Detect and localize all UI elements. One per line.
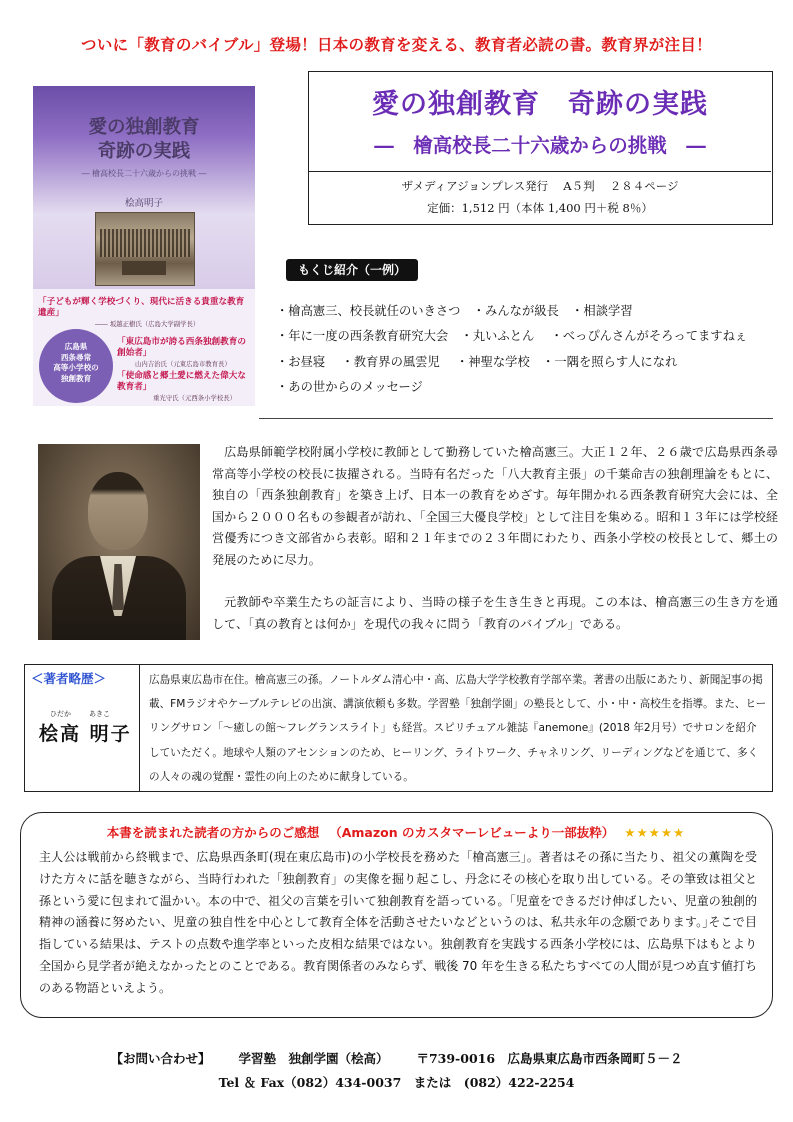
cover-author: 桧高明子 [124,198,163,209]
cover-endorsement-band [33,289,255,406]
price-info: 定価：1,512 円（本体 1,400 円＋税 8％） [427,201,653,215]
review-text: 主人公は戦前から終戦まで、広島県西条町(現在東広島市)の小学校長を務めた「檜高憲三」。著者はその孫に当たり、祖父の薫陶を受けた方々に話を聴きながら、当時行われた「独創教育」の実像を掘り起こし、丹念にその核心を取り出している。その筆致は祖父と孫という愛に包まれて温かい。本の中で、祖父の言葉を引いて独創教育を語っている。｢児童をできるだけ伸ばしたい、児童の独創的精神の涵養に努めたい、児童の独自性を中心として教育全体を活動させたいなどというのは、私共永年の念願であります。｣そこで目指している結果は、テストの点数や進学率といった皮相な結果ではない。独創教育を実践する西条小学校には、広島県下はもとより全国から見学者が絶えなかったとのことである。教育関係者のみならず、戦後 70 年を生きる私たちすべての人間が見つめ直す値打ちのある物語といえよう。 [39,850,757,995]
toc-label: もくじ紹介（一例） [286,259,418,281]
toc-line: ・あの世からのメッセージ [276,380,423,394]
contact-organization: 学習塾 独創学園（桧高） [238,1051,389,1066]
cover-badge-line: 広島県 [64,342,88,351]
author-ruby-given: あきこ [89,710,110,718]
cover-badge-line: 高等小学校の [53,363,99,372]
title-box [308,71,773,225]
author-ruby-family: ひだか [50,710,71,718]
section-divider [259,418,773,419]
review-title: 本書を読まれた読者の方からのご感想 [106,825,320,840]
headline: ついに「教育のバイブル」登場！日本の教育を変える、教育者必読の書。教育界が注目！ [81,36,712,54]
cover-subtitle: ― 檜高校長二十六歳からの挑戦 ― [81,169,207,178]
author-profile-box [24,664,773,792]
toc-line: ・檜高憲三、校長就任のいきさつ ・みんなが級長 ・相談学習 [276,304,633,318]
cover-badge-line: 独創教育 [60,373,92,383]
author-profile-label: ＜著者略歴＞ [31,671,107,686]
cover-title-line1: 愛の独創教育 [88,117,200,138]
cover-quote-3: 「使命感と郷土愛に燃えた偉大な教育者」 [117,371,246,392]
review-heading [21,823,771,841]
cover-quote-3-attribution: 重光守氏（元西条小学校長） [153,394,237,402]
review-source: （Amazon のカスタマーレビューより一部抜粋） [329,825,615,840]
author-profile-text: 広島県東広島市在住。檜高憲三の孫。ノートルダム清心中・高、広島大学学校教育学部卒業。著書の出版にあたり、新聞記事の掲載、FMラジオやケーブルテレビの出演、講演依頼も多数。学習塾「独創学園」の塾長として、小・中・高校生を指導。また、ヒーリングサロン「～癒しの館～フレグランスライト」も経営。スピリチュアル雑誌『anemone』(2018 年2月号）でサロンを紹介していただく。地球や人類のアセンションのため、ヒーリング、ライトワーク、チャネリング、リーディングなどを通じて、多くの人々の魂の覚醒・霊性の向上のために献身している。 [149,674,767,783]
cover-quote-1: 「子どもが輝く学校づくり、現代に活きる貴重な教育遺産」 [38,297,245,318]
contact-label: 【お問い合わせ】 [110,1051,211,1066]
biography-paragraph-2: 元教師や卒業生たちの証言により、当時の様子を生き生きと再現。この本は、檜高憲三の生き方を通して、「真の教育とは何か」を現代の我々に問う「教育のバイブル」である。 [212,595,778,631]
cover-title [33,116,255,164]
cover-quote-1-attribution: ―― 坂越正樹氏（広島大学副学長） [95,320,200,328]
author-name: 桧高 明子 [39,723,132,745]
contact-address: 〒739-0016 広島県東広島市西条岡町５－２ [416,1051,683,1066]
toc-line: ・お昼寝 ・教育界の風雲児 ・神聖な学校 ・一隅を照らす人になれ [276,355,678,369]
book-title: 愛の独創教育 奇跡の実践 [372,89,708,120]
cover-badge-circle [39,329,113,403]
portrait-head [88,472,148,550]
book-subtitle: ― 檜高校長二十六歳からの挑戦 ― [374,134,706,157]
biography-paragraph-1: 広島県師範学校附属小学校に教師として勤務していた檜高憲三。大正１２年、２６歳で広島県西条尋常高等小学校の校長に抜擢される。当時有名だった「八大教育主張」の千葉命吉の独創理論をもとに、独自の「西条独創教育」を築き上げ、日本一の教育をめざす。毎年開かれる西条教育研究大会には、全国から２０００名もの参観者が訪れ、「全国三大優良学校」として注目を集める。昭和１３年には学校経営優秀につき文部省から表彰。昭和２１年までの２３年間にわたり、西条小学校の校長として、郷土の発展のために尽力。 [212,445,778,567]
star-rating-icon: ★★★★★ [624,825,686,840]
publisher-info: ザメディアジョンプレス発行 A５判 ２８４ページ [401,179,679,193]
toc-line: ・年に一度の西条教育研究大会 ・丸いふとん ・べっぴんさんがそろってますねぇ [276,329,748,343]
book-cover [33,86,255,406]
cover-quote-2: 「東広島市が誇る西条独創教育の創始者」 [117,337,246,358]
cover-quote-2-attribution: 山内吉治氏（元東広島市教育長） [135,360,231,368]
cover-badge-line: 西条尋常 [60,352,92,362]
title-box-divider [309,171,771,172]
contact-phone: Tel ＆ Fax（082）434-0037 または (082）422-2254 [218,1075,575,1090]
portrait-photo [38,444,200,640]
cover-photo-crowd [100,229,190,257]
author-box-divider [139,665,140,791]
cover-title-line2: 奇跡の実践 [97,141,191,162]
review-box [20,812,773,1018]
cover-photo-stage [122,261,166,275]
cover-photo [95,212,195,286]
contact-line-1 [0,1049,793,1067]
